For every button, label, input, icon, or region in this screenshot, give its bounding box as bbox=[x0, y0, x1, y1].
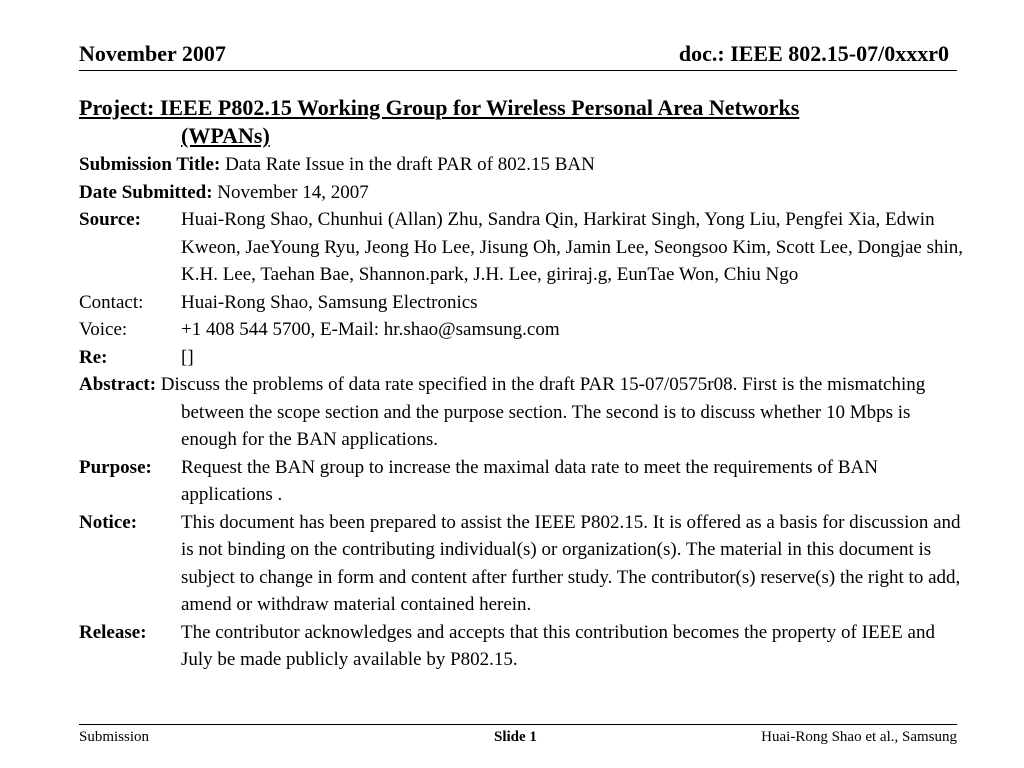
source-label: Source: bbox=[79, 209, 141, 230]
footer-author: Huai-Rong Shao et al., Samsung bbox=[761, 729, 957, 745]
contact-row bbox=[79, 289, 964, 317]
purpose-row bbox=[79, 454, 964, 509]
footer-divider bbox=[79, 724, 957, 725]
notice-value: This document has been prepared to assist the IEEE P802.15. It is offered as a basis for discussion and is not binding on the contributing individual(s) or organization(s). The material in this document is subject to change in form and content after further study. The contributor(s) reserve(s) the right to add, amend or withdraw material contained herein. bbox=[181, 511, 961, 615]
project-title-line1: Project: IEEE P802.15 Working Group for Wireless Personal Area Networks bbox=[79, 95, 800, 120]
header-date: November 2007 bbox=[79, 41, 226, 66]
purpose-value: Request the BAN group to increase the maximal data rate to meet the requirements of BAN applications . bbox=[181, 456, 878, 505]
header-doc-id: doc.: IEEE 802.15-07/0xxxr0 bbox=[678, 41, 949, 66]
abstract-value: Discuss the problems of data rate specified in the draft PAR 15-07/0575r08. First is the mismatching between the scope section and the purpose section. The second is to discuss whether 10 Mbps is enough for the BAN applications. bbox=[160, 374, 926, 450]
date-submitted-value: November 14, 2007 bbox=[217, 181, 369, 203]
footer-slide-number: Slide 1 bbox=[494, 729, 537, 745]
release-row bbox=[79, 619, 964, 674]
project-title bbox=[79, 94, 964, 150]
notice-row bbox=[79, 509, 964, 619]
voice-row bbox=[79, 316, 964, 344]
source-value: Huai-Rong Shao, Chunhui (Allan) Zhu, Sandra Qin, Harkirat Singh, Yong Liu, Pengfei Xia, Edwin Kweon, JaeYoung Ryu, Jeong Ho Lee, Jisung Oh, Jamin Lee, Seongsoo Kim, Scott Lee, Dongjae shin, K.H. Lee, Taehan Bae, Shannon.park, J.H. Lee, giriraj.g, EunTae Won, Chiu Ngo bbox=[181, 209, 964, 285]
slide-content bbox=[79, 94, 964, 674]
contact-value: Huai-Rong Shao, Samsung Electronics bbox=[181, 291, 478, 313]
contact-label: Contact: bbox=[79, 291, 144, 313]
voice-value: +1 408 544 5700, E-Mail: hr.shao@samsung.com bbox=[181, 319, 560, 340]
footer-submission: Submission bbox=[79, 729, 150, 745]
header-divider bbox=[79, 70, 957, 71]
project-title-line2: (WPANs) bbox=[181, 123, 270, 148]
release-value: The contributor acknowledges and accepts that this contribution becomes the property of IEEE and July be made publicly available by P802.15. bbox=[181, 621, 935, 670]
re-label: Re: bbox=[79, 346, 108, 368]
purpose-label: Purpose: bbox=[79, 456, 152, 478]
release-label: Release: bbox=[79, 621, 147, 643]
date-submitted-label: Date Submitted: bbox=[79, 181, 213, 203]
source-row bbox=[79, 206, 964, 289]
abstract-label: Abstract: bbox=[79, 374, 157, 395]
notice-label: Notice: bbox=[79, 511, 138, 533]
abstract-row bbox=[79, 371, 964, 454]
voice-label: Voice: bbox=[79, 319, 128, 340]
re-value: [] bbox=[181, 346, 194, 368]
submission-title-row bbox=[79, 151, 964, 179]
re-row bbox=[79, 344, 964, 372]
submission-title-value: Data Rate Issue in the draft PAR of 802.15 BAN bbox=[225, 154, 595, 175]
date-submitted-row bbox=[79, 179, 964, 207]
submission-title-label: Submission Title: bbox=[79, 154, 221, 175]
